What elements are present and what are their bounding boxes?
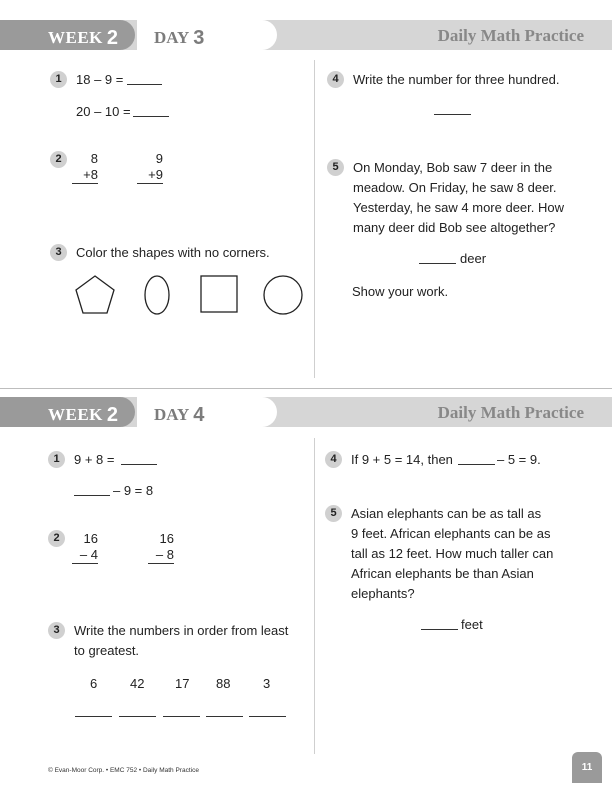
q3-order-blank-4[interactable] xyxy=(206,716,243,717)
day-word: DAY xyxy=(154,405,190,424)
q5-line-3: tall as 12 feet. How much taller can xyxy=(351,546,554,561)
question-4-badge: 4 xyxy=(327,71,344,88)
q1-answer-blank-1[interactable] xyxy=(127,84,162,85)
q1-answer-blank-2[interactable] xyxy=(133,116,169,117)
q3-order-blank-1[interactable] xyxy=(75,716,112,717)
question-3-badge: 3 xyxy=(50,244,67,261)
square-shape[interactable] xyxy=(201,276,237,312)
header-title: Daily Math Practice xyxy=(437,26,584,45)
q5-work-prompt: Show your work. xyxy=(352,284,449,299)
q3-number-5: 3 xyxy=(263,676,271,691)
q5-line-2: 9 feet. African elephants can be as xyxy=(351,526,551,541)
q4-instruction: Write the number for three hundred. xyxy=(353,72,560,87)
q3-number-3: 17 xyxy=(175,676,190,691)
q5-answer-unit: deer xyxy=(460,251,487,266)
q3-instruction: Color the shapes with no corners. xyxy=(76,245,270,260)
day-number: 3 xyxy=(193,27,205,49)
question-4-badge: 4 xyxy=(325,451,342,468)
q5-line-2: meadow. On Friday, he saw 8 deer. xyxy=(353,180,557,195)
question-2-badge: 2 xyxy=(50,151,67,168)
week-label xyxy=(48,403,119,426)
header-title: Daily Math Practice xyxy=(437,403,584,422)
q1-equation-1: 9 + 8 = xyxy=(74,452,115,467)
q1-answer-blank-2[interactable] xyxy=(74,495,110,496)
q5-line-3: Yesterday, he saw 4 more deer. How xyxy=(353,200,565,215)
q5-line-4: African elephants be than Asian xyxy=(351,566,534,581)
q5-line-4: many deer did Bob see altogether? xyxy=(353,220,556,235)
footer-credit: © Evan-Moor Corp. • EMC 752 • Daily Math Practice xyxy=(48,767,199,774)
week-label xyxy=(48,26,119,49)
q5-line-5: elephants? xyxy=(351,586,415,601)
q1-equation-2: – 9 = 8 xyxy=(113,483,154,498)
subtrahend: – 4 xyxy=(72,547,98,564)
page-number: 11 xyxy=(572,752,602,783)
question-5-badge: 5 xyxy=(325,505,342,522)
day-word: DAY xyxy=(154,28,190,47)
q5-line-1: Asian elephants can be as tall as xyxy=(351,506,542,521)
minuend: 16 xyxy=(83,531,98,546)
question-1-badge: 1 xyxy=(48,451,65,468)
q3-shapes xyxy=(70,272,310,318)
column-divider xyxy=(314,438,315,754)
q1-equation-1: 18 – 9 = xyxy=(76,72,124,87)
q4-statement-part-2: – 5 = 9. xyxy=(497,452,541,467)
q1-answer-blank-1[interactable] xyxy=(121,464,157,465)
q2-subtraction-b xyxy=(148,531,174,564)
week-tab xyxy=(0,397,135,427)
section-separator xyxy=(0,388,612,389)
column-divider xyxy=(314,60,315,378)
oval-shape[interactable] xyxy=(145,276,169,314)
addend-top: 9 xyxy=(155,151,163,166)
q5-answer-blank[interactable] xyxy=(419,263,456,264)
week-number: 2 xyxy=(106,404,119,426)
q3-number-4: 88 xyxy=(216,676,231,691)
week-word: WEEK xyxy=(48,405,103,424)
week-tab xyxy=(0,20,135,50)
week2-day4-header xyxy=(0,397,612,427)
circle-shape[interactable] xyxy=(264,276,302,314)
q3-instruction-line-2: to greatest. xyxy=(74,643,140,658)
q3-order-blank-2[interactable] xyxy=(119,716,156,717)
question-2-badge: 2 xyxy=(48,530,65,547)
week2-day3-header xyxy=(0,20,612,50)
question-5-badge: 5 xyxy=(327,159,344,176)
q5-answer-blank[interactable] xyxy=(421,629,458,630)
day-number: 4 xyxy=(193,404,205,426)
day-label xyxy=(154,26,204,49)
q3-order-blank-5[interactable] xyxy=(249,716,286,717)
q2-subtraction-a xyxy=(72,531,98,564)
addend-bottom: +9 xyxy=(137,167,163,184)
addend-top: 8 xyxy=(90,151,98,166)
q4-statement-part-1: If 9 + 5 = 14, then xyxy=(351,452,453,467)
q2-addition-a xyxy=(72,151,98,184)
q5-line-1: On Monday, Bob saw 7 deer in the xyxy=(353,160,553,175)
week-number: 2 xyxy=(106,27,119,49)
q3-number-1: 6 xyxy=(90,676,98,691)
day-tab xyxy=(137,20,277,50)
subtrahend: – 8 xyxy=(148,547,174,564)
addend-bottom: +8 xyxy=(72,167,98,184)
question-3-badge: 3 xyxy=(48,622,65,639)
question-1-badge: 1 xyxy=(50,71,67,88)
q5-answer-unit: feet xyxy=(461,617,483,632)
week-word: WEEK xyxy=(48,28,103,47)
pentagon-shape[interactable] xyxy=(76,276,114,313)
q3-order-blank-3[interactable] xyxy=(163,716,200,717)
day-tab xyxy=(137,397,277,427)
q3-number-2: 42 xyxy=(130,676,145,691)
q2-addition-b xyxy=(137,151,163,184)
q1-equation-2: 20 – 10 = xyxy=(76,104,131,119)
minuend: 16 xyxy=(159,531,174,546)
q4-answer-blank[interactable] xyxy=(434,114,471,115)
q4-answer-blank[interactable] xyxy=(458,464,495,465)
day-label xyxy=(154,403,204,426)
q3-instruction-line-1: Write the numbers in order from least xyxy=(74,623,289,638)
